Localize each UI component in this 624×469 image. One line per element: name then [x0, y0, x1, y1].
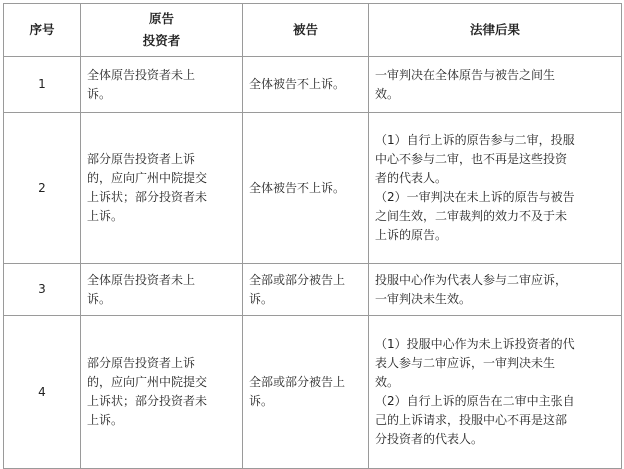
- text-line: 诉。: [87, 86, 112, 101]
- text-line: 效。: [375, 375, 400, 389]
- text-line: 己的上诉请求，投服中心不再是这部: [375, 413, 568, 427]
- defendant-cell: [243, 316, 369, 469]
- consequence-cell: [369, 57, 622, 113]
- plaintiff-cell: [81, 113, 243, 264]
- defendant-cell: [243, 264, 369, 316]
- table-row-2: [4, 113, 622, 264]
- table-row-3: [4, 264, 622, 316]
- text-line: 全体被告不上诉。: [249, 77, 346, 91]
- defendant-cell: [243, 57, 369, 113]
- text-line: 表人参与二审应诉，一审判决未生: [375, 356, 556, 370]
- text-line: （2）一审判决在未上诉的原告与被告: [375, 190, 575, 204]
- text-line: 上诉的原告。: [375, 228, 448, 242]
- table-row-4: [4, 316, 622, 469]
- header-seq: 序号: [4, 4, 81, 57]
- text-line: 的，应向广州中院提交: [87, 375, 208, 389]
- header-defendant: 被告: [243, 4, 369, 57]
- text-line: 全体原告投资者未上: [87, 67, 196, 82]
- consequence-cell: [369, 113, 622, 264]
- table-row-1: [4, 57, 622, 113]
- text-line: 的，应向广州中院提交: [87, 171, 208, 185]
- text-line: 效。: [375, 86, 400, 101]
- text-line: 之间生效，二审裁判的效力不及于未: [375, 209, 568, 223]
- text-line: （1）投服中心作为未上诉投资者的代: [375, 337, 575, 351]
- seq-cell: 2: [4, 113, 81, 264]
- text-line: （1）自行上诉的原告参与二审，投服: [375, 133, 575, 147]
- plaintiff-cell: [81, 57, 243, 113]
- header-plaintiff-line-1: 原告: [148, 11, 174, 26]
- header-plaintiff-line-2: 投资者: [142, 33, 181, 48]
- text-line: 上诉。: [87, 209, 124, 223]
- text-line: 部分原告投资者上诉: [87, 152, 196, 166]
- text-line: 上诉。: [87, 413, 124, 427]
- text-line: 上诉状；部分投资者未: [87, 394, 208, 408]
- header-consequence: 法律后果: [369, 4, 622, 57]
- seq-cell: 1: [4, 57, 81, 113]
- consequence-cell: [369, 264, 622, 316]
- text-line: 诉。: [249, 394, 274, 408]
- header-plaintiff: [81, 4, 243, 57]
- text-line: 诉。: [87, 291, 112, 306]
- text-line: （2）自行上诉的原告在二审中主张自: [375, 394, 575, 408]
- text-line: 中心不参与二审，也不再是这些投资: [375, 152, 568, 166]
- text-line: 一审判决在全体原告与被告之间生: [375, 67, 556, 82]
- text-line: 投服中心作为代表人参与二审应诉，: [375, 272, 568, 287]
- text-line: 全部或部分被告上: [249, 272, 346, 287]
- header-row: [4, 4, 622, 57]
- text-line: 诉。: [249, 291, 274, 306]
- text-line: 上诉状；部分投资者未: [87, 190, 208, 204]
- text-line: 一审判决未生效。: [375, 291, 472, 306]
- text-line: 全体被告不上诉。: [249, 180, 346, 195]
- plaintiff-cell: [81, 316, 243, 469]
- plaintiff-cell: [81, 264, 243, 316]
- text-line: 全部或部分被告上: [249, 375, 346, 389]
- defendant-cell: [243, 113, 369, 264]
- legal-consequence-table: [3, 3, 622, 469]
- seq-cell: 3: [4, 264, 81, 316]
- text-line: 者的代表人。: [375, 171, 448, 185]
- text-line: 分投资者的代表人。: [375, 432, 484, 446]
- text-line: 全体原告投资者未上: [87, 272, 196, 287]
- consequence-cell: [369, 316, 622, 469]
- text-line: 部分原告投资者上诉: [87, 356, 196, 370]
- seq-cell: 4: [4, 316, 81, 469]
